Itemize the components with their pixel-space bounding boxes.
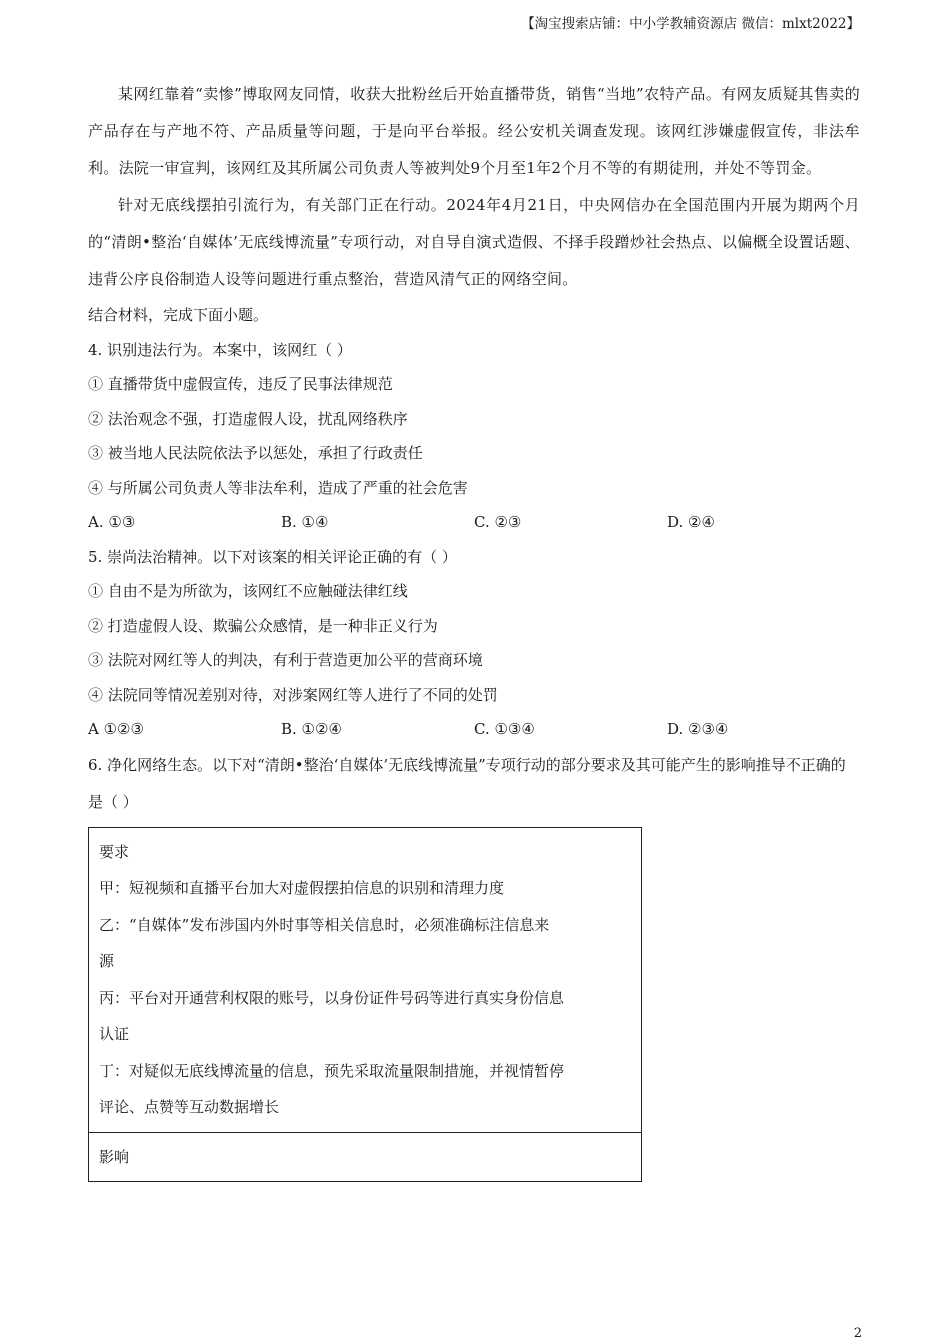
q5-item-1: ① 自由不是为所欲为，该网红不应触碰法律红线 xyxy=(88,582,408,600)
q4-item-3: ③ 被当地人民法院依法予以惩处，承担了行政责任 xyxy=(88,444,423,462)
impact-row xyxy=(89,1132,642,1182)
q5-options xyxy=(88,712,860,747)
q4-option-a: A. ①③ xyxy=(88,513,136,531)
q5-item-4: ④ 法院同等情况差别对待，对涉案网红等人进行了不同的处罚 xyxy=(88,685,498,704)
page-number: 2 xyxy=(853,1326,862,1341)
q5-option-c: C. ①③④ xyxy=(474,720,535,738)
q6-stem: 6. 净化网络生态。以下对“清朗•整治‘自媒体’无底线博流量”专项行动的部分要求及其可能产生的影响推导不正确的是（ ） xyxy=(88,755,846,811)
requirements-title: 要求 xyxy=(99,842,130,861)
requirements-row xyxy=(89,827,642,1132)
requirement-line-2: 乙：“自媒体”发布涉国内外时事等相关信息时，必须准确标注信息来 xyxy=(99,915,550,934)
requirement-line-4: 丙：平台对开通营利权限的账号，以身份证件号码等进行真实身份信息 xyxy=(99,988,565,1007)
requirements-table xyxy=(88,827,642,1183)
q4-item-2: ② 法治观念不强，打造虚假人设，扰乱网络秩序 xyxy=(88,409,408,428)
q5-option-b: B. ①②④ xyxy=(281,720,342,738)
page-header: 【淘宝搜索店铺：中小学教辅资源店 微信：mlxt2022】 xyxy=(521,16,860,32)
q4-item-4: ④ 与所属公司负责人等非法牟利，造成了严重的社会危害 xyxy=(88,478,468,497)
q4-options xyxy=(88,505,860,540)
instruction: 结合材料，完成下面小题。 xyxy=(88,306,269,324)
requirement-line-3: 源 xyxy=(99,952,115,970)
impact-cell xyxy=(89,1132,642,1182)
q4-item-1: ① 直播带货中虚假宣传，违反了民事法律规范 xyxy=(88,375,393,393)
q4-option-b: B. ①④ xyxy=(281,513,329,531)
material-paragraph-2: 针对无底线摆拍引流行为，有关部门正在行动。2024年4月21日，中央网信办在全国范围内开展为期两个月的“清朗•整治‘自媒体’无底线博流量”专项行动，对自导自演式造假、不择手段蹭炒社会热点、以偏概全设置话题、违背公序良俗制造人设等问题进行重点整治，营造风清气正的网络空间。 xyxy=(88,196,860,288)
requirement-line-6: 丁：对疑似无底线博流量的信息，预先采取流量限制措施，并视情暂停 xyxy=(99,1061,565,1080)
q5-stem: 5. 崇尚法治精神。以下对该案的相关评论正确的有（ ） xyxy=(88,547,457,566)
requirement-line-5: 认证 xyxy=(99,1025,130,1043)
q5-item-3: ③ 法院对网红等人的判决，有利于营造更加公平的营商环境 xyxy=(88,651,483,669)
material-paragraph-1: 某网红靠着“卖惨”博取网友同情，收获大批粉丝后开始直播带货，销售“当地”农特产品。有网友质疑其售卖的产品存在与产地不符、产品质量等问题，于是向平台举报。经公安机关调查发现。该网红涉嫌虚假宣传，非法牟利。法院一审宣判，该网红及其所属公司负责人等被判处9个月至1年2个月不等的有期徒刑，并处不等罚金。 xyxy=(88,85,860,177)
q4-option-c: C. ②③ xyxy=(474,513,522,531)
impact-title: 影响 xyxy=(99,1147,130,1166)
requirement-line-7: 评论、点赞等互动数据增长 xyxy=(99,1098,280,1116)
content xyxy=(88,76,860,1182)
q5-option-a: A ①②③ xyxy=(88,720,144,738)
q5-item-2: ② 打造虚假人设、欺骗公众感情，是一种非正义行为 xyxy=(88,616,438,635)
q4-option-d: D. ②④ xyxy=(667,513,715,531)
q4-stem: 4. 识别违法行为。本案中，该网红（ ） xyxy=(88,340,352,359)
q5-option-d: D. ②③④ xyxy=(667,720,729,738)
requirement-line-1: 甲：短视频和直播平台加大对虚假摆拍信息的识别和清理力度 xyxy=(99,879,505,897)
requirements-cell xyxy=(89,827,642,1132)
